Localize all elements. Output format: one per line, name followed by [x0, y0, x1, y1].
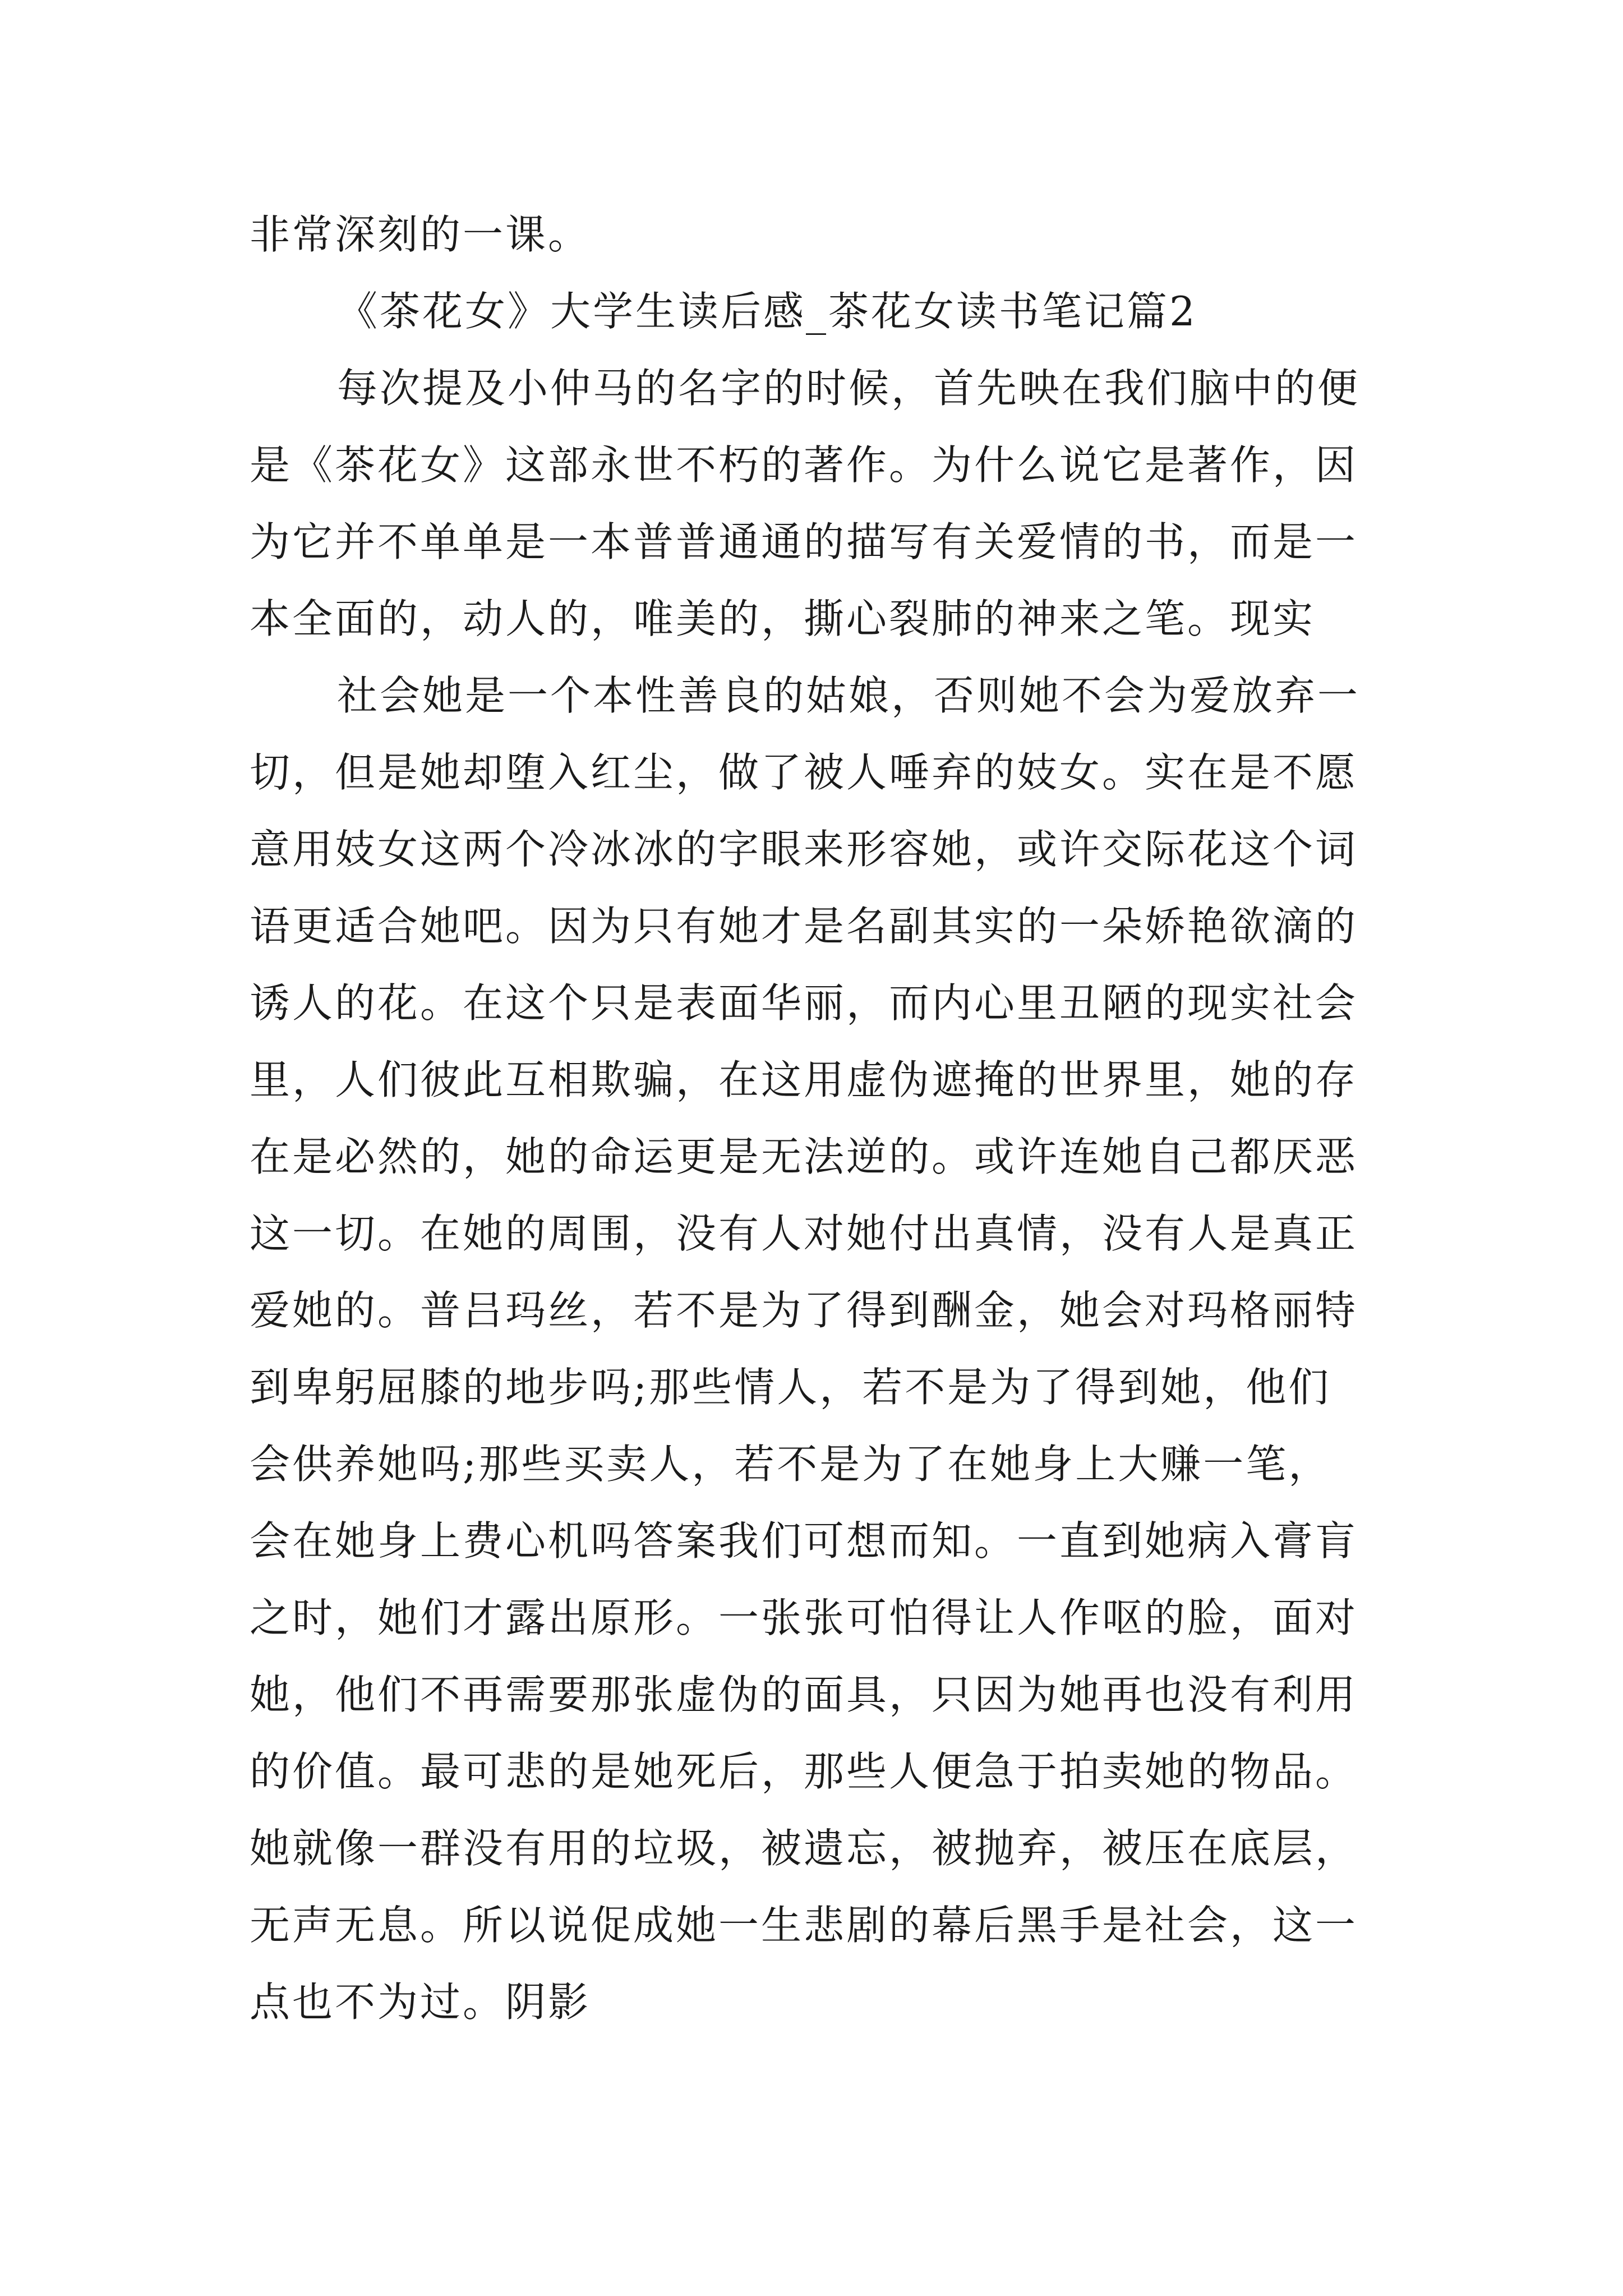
text-line: 本全面的，动人的，唯美的，撕心裂肺的神来之笔。现实	[250, 595, 1316, 642]
text-line: 她就像一群没有用的垃圾，被遗忘，被抛弃，被压在底层，	[250, 1825, 1358, 1872]
text-line: 非常深刻的一课。	[250, 211, 591, 258]
text-line: 的价值。最可悲的是她死后，那些人便急于拍卖她的物品。	[250, 1748, 1358, 1795]
text-line: 语更适合她吧。因为只有她才是名副其实的一朵娇艳欲滴的	[250, 903, 1358, 950]
section-heading: 《茶花女》大学生读后感_茶花女读书笔记篇2	[337, 288, 1197, 335]
text-line: 意用妓女这两个冷冰冰的字眼来形容她，或许交际花这个词	[250, 826, 1358, 873]
text-line: 之时，她们才露出原形。一张张可怕得让人作呕的脸，面对	[250, 1594, 1358, 1641]
text-line: 爱她的。普吕玛丝，若不是为了得到酬金，她会对玛格丽特	[250, 1287, 1358, 1334]
text-line: 里，人们彼此互相欺骗，在这用虚伪遮掩的世界里，她的存	[250, 1056, 1358, 1103]
text-line: 切，但是她却堕入红尘，做了被人唾弃的妓女。实在是不愿	[250, 749, 1358, 796]
text-line: 到卑躬屈膝的地步吗;那些情人，若不是为了得到她，他们	[250, 1364, 1331, 1411]
body-text	[250, 196, 1394, 2041]
text-line: 诱人的花。在这个只是表面华丽，而内心里丑陋的现实社会	[250, 979, 1358, 1027]
text-line: 无声无息。所以说促成她一生悲剧的幕后黑手是社会，这一	[250, 1902, 1358, 1949]
text-line: 点也不为过。阴影	[250, 1978, 591, 2026]
text-line: 社会她是一个本性善良的姑娘，否则她不会为爱放弃一	[337, 672, 1361, 719]
text-line: 会在她身上费心机吗答案我们可想而知。一直到她病入膏肓	[250, 1517, 1358, 1565]
text-line: 这一切。在她的周围，没有人对她付出真情，没有人是真正	[250, 1210, 1358, 1257]
text-line: 为它并不单单是一本普普通通的描写有关爱情的书，而是一	[250, 518, 1358, 565]
text-line: 每次提及小仲马的名字的时候，首先映在我们脑中的便	[337, 365, 1361, 412]
text-line: 会供养她吗;那些买卖人，若不是为了在她身上大赚一笔，	[250, 1441, 1331, 1488]
text-line: 是《茶花女》这部永世不朽的著作。为什么说它是著作，因	[250, 441, 1358, 489]
text-line: 她，他们不再需要那张虚伪的面具，只因为她再也没有利用	[250, 1671, 1358, 1718]
text-line: 在是必然的，她的命运更是无法逆的。或许连她自己都厌恶	[250, 1133, 1358, 1180]
